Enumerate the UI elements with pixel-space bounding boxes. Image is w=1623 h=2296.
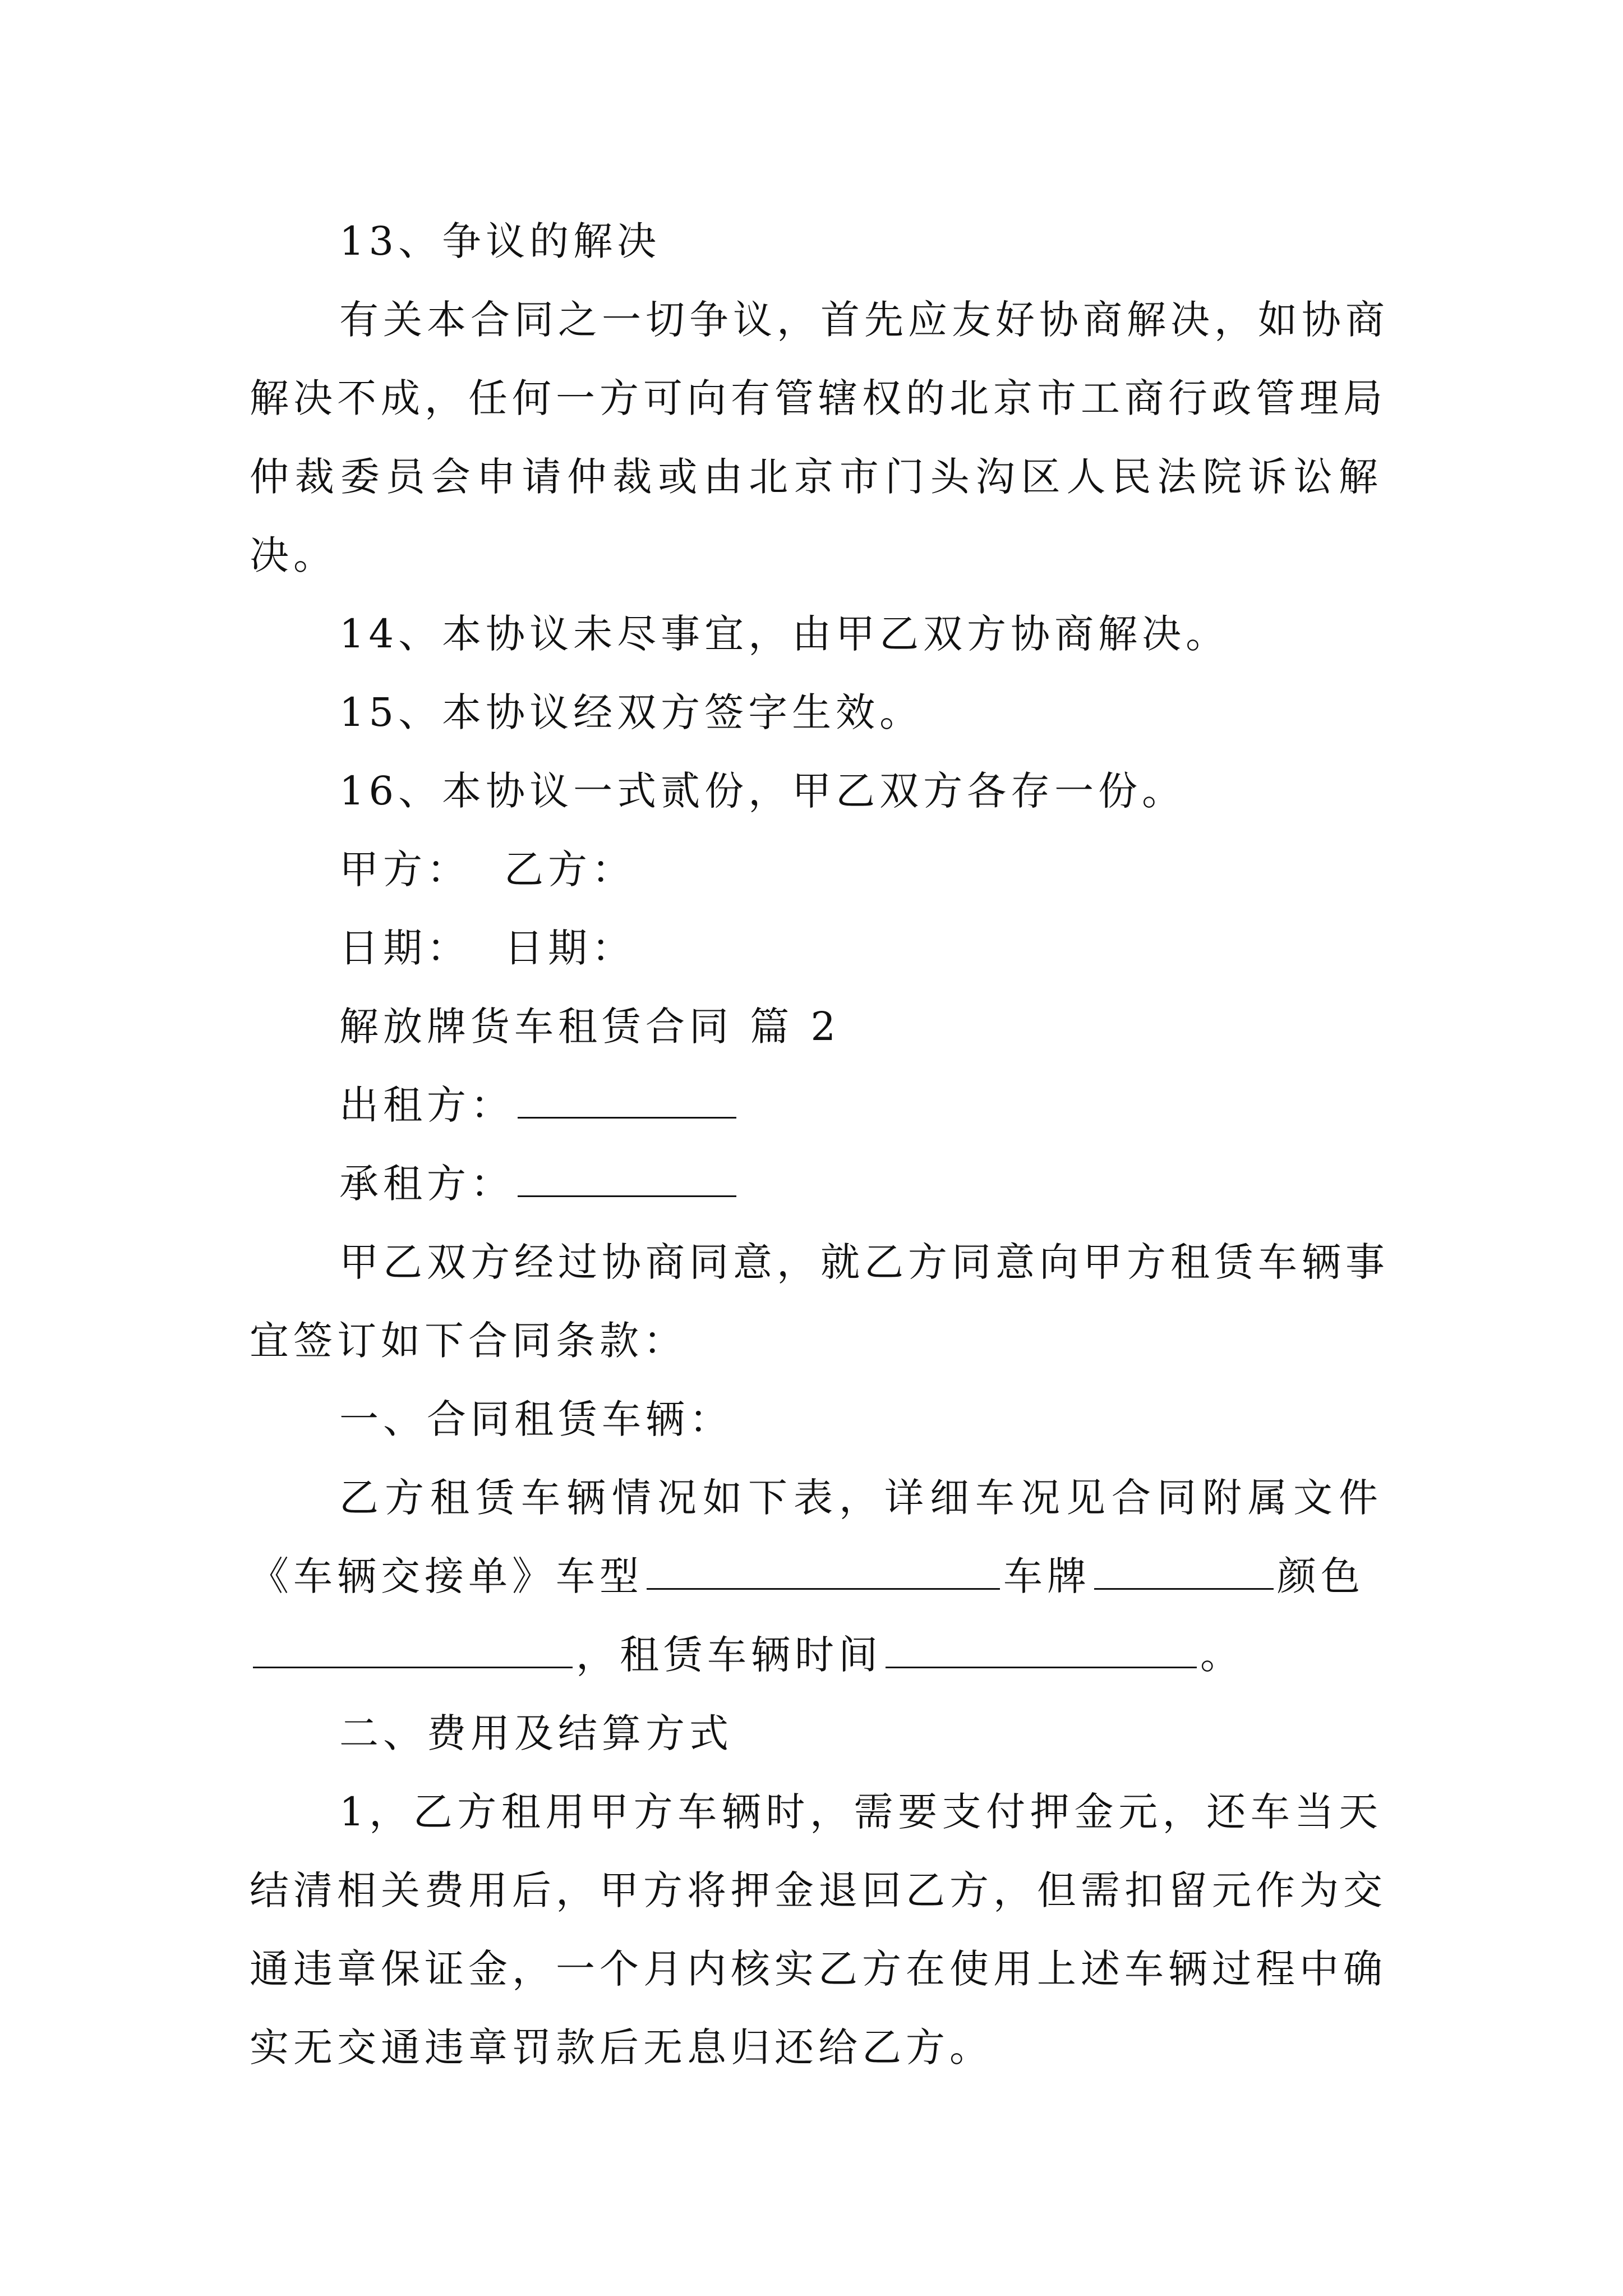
date-label-a: 日期： — [339, 925, 471, 971]
period-mark: 。 — [1200, 1632, 1244, 1678]
paragraph-line: 甲乙双方经过协商同意，就乙方同意向甲方租赁车辆事 — [339, 1239, 1389, 1285]
party-b-label: 乙方： — [504, 846, 635, 892]
paragraph-line: 宜签订如下合同条款： — [250, 1318, 687, 1364]
paragraph-line — [250, 1616, 1382, 1694]
paragraph-line: 实无交通违章罚款后无息归还给乙方。 — [250, 2024, 993, 2070]
rental-time-blank — [886, 1633, 1197, 1668]
color-label: 颜色 — [1277, 1553, 1364, 1599]
lessor-label: 出租方： — [339, 1082, 514, 1128]
lessor-line — [250, 1066, 1382, 1144]
paragraph-line: 1，乙方租用甲方车辆时，需要支付押金元，还车当天 — [339, 1789, 1382, 1835]
dispute-paragraph — [250, 280, 1389, 595]
section-2-paragraph — [250, 1773, 1387, 2087]
rental-time-label: ，租赁车辆时间 — [576, 1632, 882, 1678]
paragraph-line: 决。 — [250, 532, 337, 578]
paragraph-line: 通违章保证金，一个月内核实乙方在使用上述车辆过程中确 — [250, 1946, 1387, 1992]
lessee-line — [250, 1144, 1382, 1223]
signature-dates-line — [250, 909, 1382, 987]
lessee-label: 承租方： — [339, 1161, 514, 1207]
paragraph-line: 解决不成，任何一方可向有管辖权的北京市工商行政管理局 — [250, 375, 1387, 421]
color-blank — [253, 1633, 573, 1668]
date-label-b: 日期： — [504, 925, 635, 971]
plate-blank — [1094, 1554, 1274, 1590]
paragraph-line: 结清相关费用后，甲方将押金退回乙方，但需扣留元作为交 — [250, 1867, 1387, 1913]
lessee-blank — [518, 1162, 736, 1197]
vehicle-doc-text: 《车辆交接单》车型 — [250, 1553, 643, 1599]
contract-title-text: 解放牌货车租赁合同 — [339, 1004, 733, 1050]
party-a-label: 甲方： — [339, 846, 471, 892]
paragraph-line: 仲裁委员会申请仲裁或由北京市门头沟区人民法院诉讼解 — [250, 454, 1382, 500]
paragraph-line: 乙方租赁车辆情况如下表，详细车况见合同附属文件 — [339, 1475, 1382, 1521]
paragraph-line — [250, 1537, 1382, 1616]
dispute-heading: 13、争议的解决 — [339, 218, 661, 264]
clause-14: 14、本协议未尽事宜，由甲乙双方协商解决。 — [339, 611, 1230, 657]
contract-2-title — [250, 987, 1382, 1066]
clause-16: 16、本协议一式贰份，甲乙双方各存一份。 — [339, 768, 1186, 814]
section-1-heading: 一、合同租赁车辆： — [339, 1396, 733, 1442]
contract-part-label: 篇 2 — [750, 1004, 841, 1050]
lessor-blank — [518, 1083, 736, 1119]
vehicle-model-blank — [647, 1554, 1000, 1590]
document-body — [250, 202, 1389, 2087]
section-2-heading: 二、费用及结算方式 — [339, 1710, 733, 1756]
plate-label: 车牌 — [1003, 1553, 1091, 1599]
paragraph-line: 有关本合同之一切争议，首先应友好协商解决，如协商 — [339, 297, 1389, 343]
section-1-paragraph — [250, 1458, 1382, 1694]
signature-parties-line — [250, 830, 1382, 909]
intro-paragraph — [250, 1223, 1389, 1380]
clause-15: 15、本协议经双方签字生效。 — [339, 689, 924, 735]
